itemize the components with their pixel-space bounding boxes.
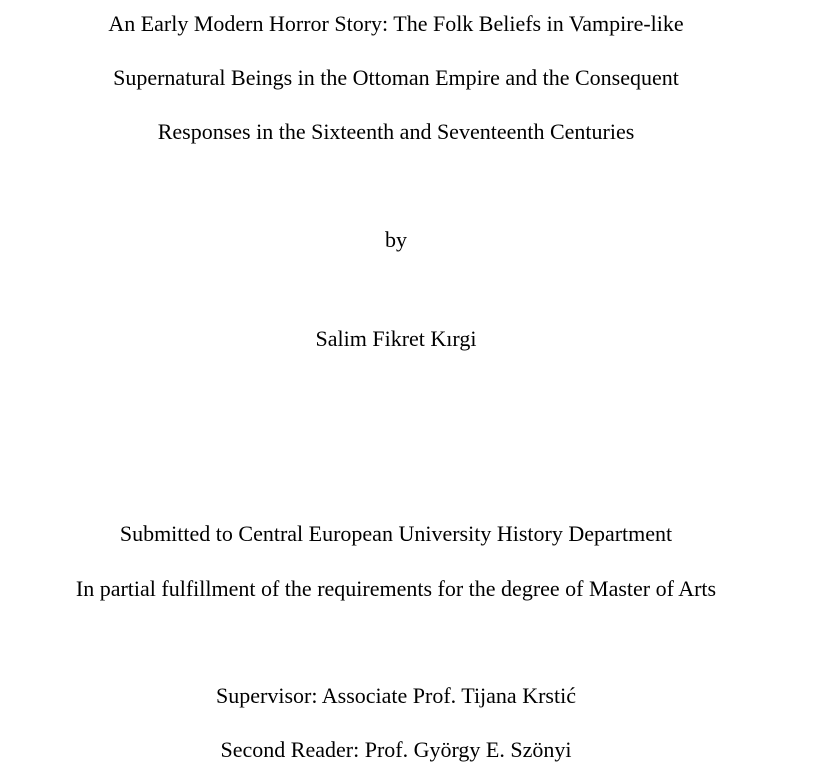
by-label: by (385, 227, 407, 252)
thesis-title-line-1: An Early Modern Horror Story: The Folk Beliefs in Vampire-like (108, 11, 684, 36)
thesis-title-line-2: Supernatural Beings in the Ottoman Empire and the Consequent (113, 65, 679, 90)
second-reader-line: Second Reader: Prof. György E. Szönyi (220, 737, 572, 762)
thesis-title-line-3: Responses in the Sixteenth and Seventeenth Centuries (157, 119, 635, 144)
degree-statement: In partial fulfillment of the requirements for the degree of Master of Arts (75, 576, 717, 601)
supervisor-line: Supervisor: Associate Prof. Tijana Krstić (216, 683, 576, 708)
author-name: Salim Fikret Kırgi (315, 326, 477, 351)
submission-statement: Submitted to Central European University History Department (119, 521, 673, 546)
